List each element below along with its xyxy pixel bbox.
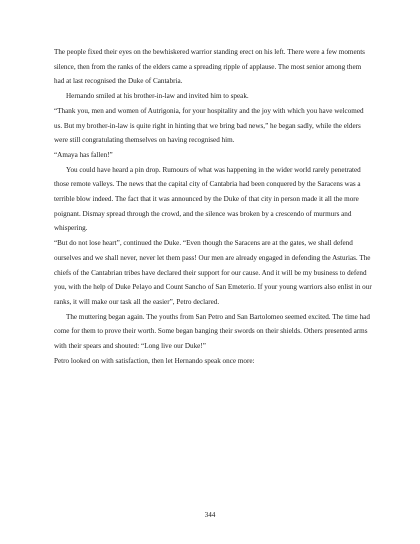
paragraph-6: “But do not lose heart”, continued the Duke. “Even though the Saracens are at the gates, we shall defend ourselves and we shall never, never let them pass! Our men are already engaged in defending the Asturias. The chiefs of the Cantabrian tribes have declared their support for our cause. And it will be my business to defend you, with the help of Duke Pelayo and Count Sancho of San Emeterio. If your young warriors also enlist in our ranks, it will make our task all the easier”, Petro declared.: [54, 239, 372, 306]
paragraph-8: Petro looked on with satisfaction, then let Hernando speak once more:: [54, 356, 255, 365]
paragraph-1: The people fixed their eyes on the bewhiskered warrior standing erect on his left. There were a few moments silence, then from the ranks of the elders came a spreading ripple of applause. The most senior among them had at last recognised the Duke of Cantabria.: [54, 48, 365, 86]
page-number: 344: [204, 511, 216, 519]
paragraph-3: “Thank you, men and women of Autrigonia, for your hospitality and the joy with which you have welcomed us. But my brother-in-law is quite right in hinting that we bring bad news,” he began sadly, while the elders were still congratulating themselves on having recognised him.: [54, 106, 364, 145]
body-text: [54, 45, 372, 368]
paragraph-2: Hernando smiled at his brother-in-law and invited him to speak.: [66, 92, 249, 101]
paragraph-7: The muttering began again. The youths from San Petro and San Bartolomeo seemed excited. The time had come for them to prove their worth. Some began banging their swords on their shields. Others presented arms with their spears and shouted: “Long live our Duke!”: [54, 312, 370, 351]
paragraph-5: You could have heard a pin drop. Rumours of what was happening in the wider world rarely penetrated those remote valleys. The news that the capital city of Cantabria had been conquered by the Saracens was a terrible blow indeed. The fact that it was announced by the Duke of that city in person made it all the more poignant. Dismay spread through the crowd, and the silence was broken by a crescendo of murmurs and whispering.: [54, 165, 361, 233]
paragraph-4: “Amaya has fallen!”: [54, 150, 113, 159]
